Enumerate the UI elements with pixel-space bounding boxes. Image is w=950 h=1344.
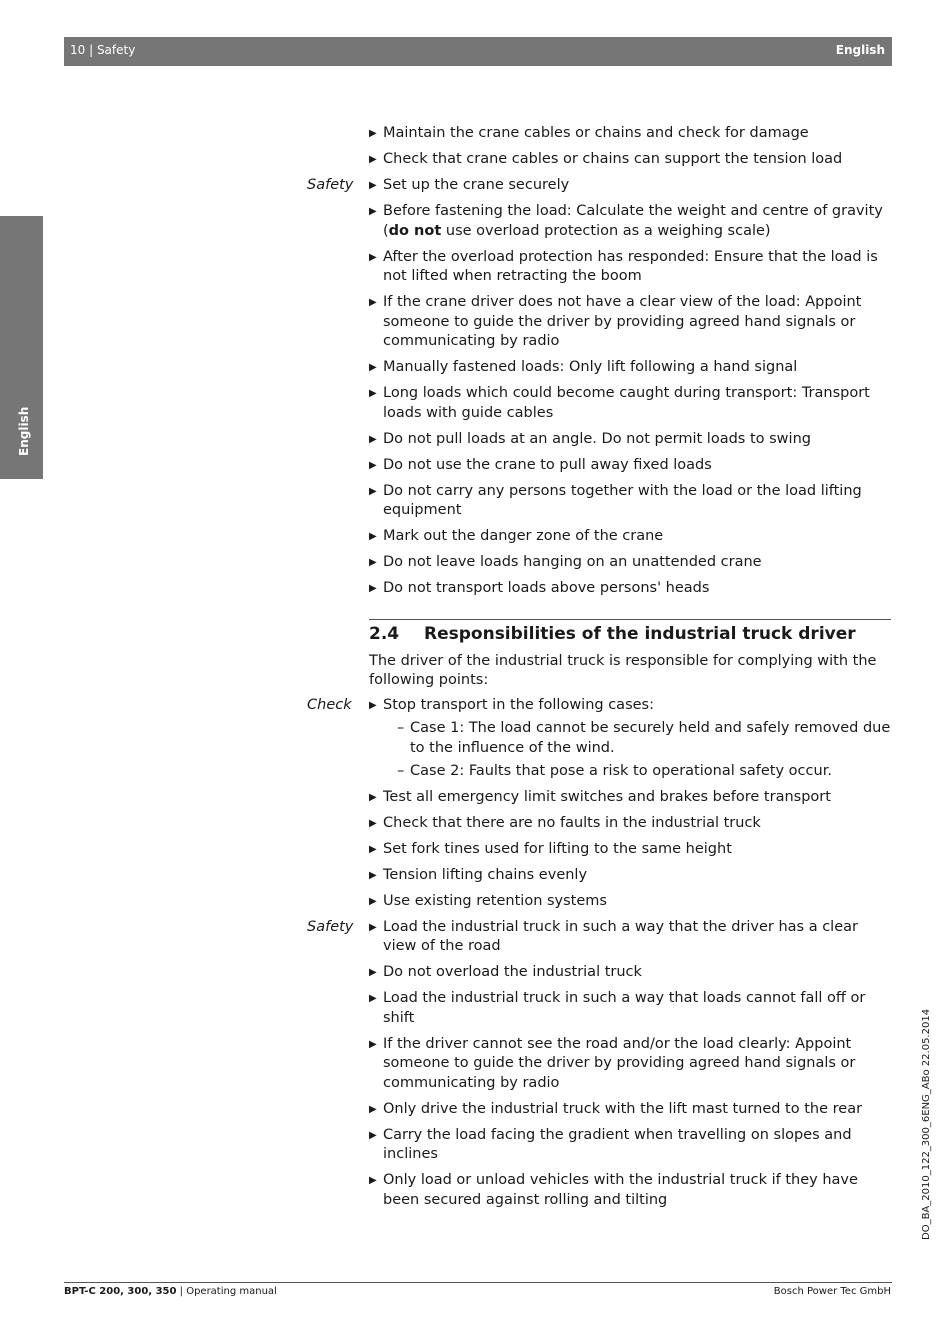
bullet-item [369,553,891,573]
bullet-item [369,150,891,170]
driver-responsibilities-list [307,696,891,1211]
section-number: 2.4 [369,623,400,644]
bullet-triangle-icon: ▶ [369,1129,377,1141]
bullet-triangle-icon: ▶ [369,993,377,1004]
sub-list [383,719,891,781]
bullet-triangle-icon: ▶ [369,206,377,217]
page-header [64,37,892,66]
bullet-item [369,814,891,834]
bullet-text: Long loads which could become caught during transport: Transport loads with guide cables [383,385,870,421]
bullet-text-part: use overload protection as a weighing scale) [441,222,771,239]
bullet-triangle-icon: ▶ [369,921,377,933]
bullet-triangle-icon: ▶ [369,388,377,399]
bullet-text: Do not transport loads above persons' heads [383,580,710,596]
bullet-triangle-icon: ▶ [369,362,377,373]
bullet-text: Carry the load facing the gradient when travelling on slopes and inclines [383,1126,852,1162]
bullet-text [383,203,883,239]
footer-divider [64,1282,892,1283]
bullet-item [369,202,891,241]
bullet-item [369,1126,891,1165]
bullet-text: Load the industrial truck in such a way that loads cannot fall off or shift [383,990,866,1026]
bullet-item [369,293,891,352]
bullet-text: Only load or unload vehicles with the industrial truck if they have been secured against rolling and tilting [383,1172,858,1208]
bullet-triangle-icon: ▶ [369,583,377,594]
bullet-triangle-icon: ▶ [369,817,377,829]
bullet-item [369,579,891,599]
bullet-item [369,384,891,423]
bullet-text: Do not carry any persons together with the load or the load lifting equipment [383,482,862,518]
bullet-item [369,482,891,521]
bullet-triangle-icon: ▶ [369,154,377,165]
section-divider [369,619,891,645]
bullet-text: Set up the crane securely [383,177,570,193]
dash-marker: – [397,762,405,779]
bullet-item [369,963,891,983]
bullet-item [369,248,891,287]
bullet-text-emphasis: do not [388,222,442,239]
bullet-text: Only drive the industrial truck with the lift mast turned to the rear [383,1100,863,1117]
bullet-text: Test all emergency limit switches and brakes before transport [383,788,831,805]
bullet-text: If the driver cannot see the road and/or the load clearly: Appoint someone to guide the driver by providing agreed hand signals or communicating by radio [383,1035,856,1091]
bullet-triangle-icon: ▶ [369,869,377,881]
sub-item [383,762,891,782]
bullet-triangle-icon: ▶ [369,1103,377,1115]
margin-note: Safety [307,918,354,935]
bullet-triangle-icon: ▶ [369,967,377,978]
bullet-triangle-icon: ▶ [369,1175,377,1186]
bullet-item [369,788,891,808]
bullet-text: Manually fastened loads: Only lift following a hand signal [383,359,798,375]
bullet-item [369,1171,891,1210]
bullet-item [369,840,891,860]
bullet-text: Do not leave loads hanging on an unattended crane [383,554,762,570]
section-title: Responsibilities of the industrial truck driver [424,623,856,644]
bullet-triangle-icon: ▶ [369,1038,377,1050]
bullet-triangle-icon: ▶ [369,699,377,711]
bullet-text: After the overload protection has responded: Ensure that the load is not lifted when retracting the boom [383,248,878,284]
bullet-triangle-icon: ▶ [369,251,377,263]
bullet-item [369,866,891,886]
dash-marker: – [397,720,405,736]
bullet-text: Check that there are no faults in the industrial truck [383,814,761,831]
footer-product [64,1286,277,1297]
footer-product-name: BPT-C 200, 300, 350 [64,1286,177,1297]
header-language: English [835,43,885,57]
bullet-triangle-icon: ▶ [369,895,377,907]
bullet-text: Do not use the crane to pull away fixed loads [383,456,712,473]
bullet-text: Load the industrial truck in such a way that the driver has a clear view of the road [383,918,858,954]
bullet-item [307,918,891,957]
bullet-triangle-icon: ▶ [369,128,377,139]
bullet-text: Use existing retention systems [383,892,607,909]
side-tab-label: English [17,406,31,456]
bullet-item [369,892,891,912]
bullet-item [369,1035,891,1094]
bullet-triangle-icon: ▶ [369,485,377,497]
sub-item-text: Case 2: Faults that pose a risk to operational safety occur. [410,762,832,779]
bullet-item [369,430,891,450]
bullet-text: Stop transport in the following cases: [383,696,654,713]
section-intro: The driver of the industrial truck is responsible for complying with the following points: [369,652,877,688]
bullet-triangle-icon: ▶ [369,843,377,855]
bullet-triangle-icon: ▶ [369,180,377,191]
bullet-item [369,358,891,378]
bullet-text: Check that crane cables or chains can support the tension load [383,151,843,167]
bullet-triangle-icon: ▶ [369,297,377,308]
margin-note: Safety [307,177,354,193]
bullet-item [369,124,891,144]
bullet-text: Maintain the crane cables or chains and check for damage [383,125,809,141]
bullet-item [307,176,891,196]
main-content [307,124,891,1217]
footer-doc-type: | Operating manual [176,1286,277,1297]
sub-item-text: Case 1: The load cannot be securely held and safely removed due to the influence of the wind. [410,720,891,756]
bullet-item [369,456,891,476]
header-page-section: 10 | Safety [70,43,136,57]
bullet-text-part: Before fastening the load: Calculate the weight and centre of gravity ( [383,203,883,239]
bullet-item [307,696,891,782]
crane-safety-list [307,124,891,599]
bullet-item [369,527,891,547]
bullet-triangle-icon: ▶ [369,557,377,568]
bullet-text: Set fork tines used for lifting to the same height [383,840,732,857]
bullet-triangle-icon: ▶ [369,433,377,445]
bullet-triangle-icon: ▶ [369,531,377,542]
bullet-triangle-icon: ▶ [369,791,377,803]
bullet-text: If the crane driver does not have a clear view of the load: Appoint someone to guide the driver by providing agreed hand signals or communicating by radio [383,294,862,349]
section-heading [369,623,891,645]
bullet-text: Tension lifting chains evenly [383,866,588,883]
bullet-triangle-icon: ▶ [369,459,377,471]
bullet-text: Do not pull loads at an angle. Do not permit loads to swing [383,430,811,447]
sub-item [383,719,891,758]
margin-note: Check [307,696,352,713]
document-code: DO_BA_2010_122_300_6ENG_ABo 22.05.2014 [921,1008,932,1240]
bullet-text: Mark out the danger zone of the crane [383,528,664,544]
bullet-item [369,1100,891,1120]
bullet-item [369,989,891,1028]
bullet-text: Do not overload the industrial truck [383,964,642,980]
footer-company: Bosch Power Tec GmbH [773,1286,891,1297]
